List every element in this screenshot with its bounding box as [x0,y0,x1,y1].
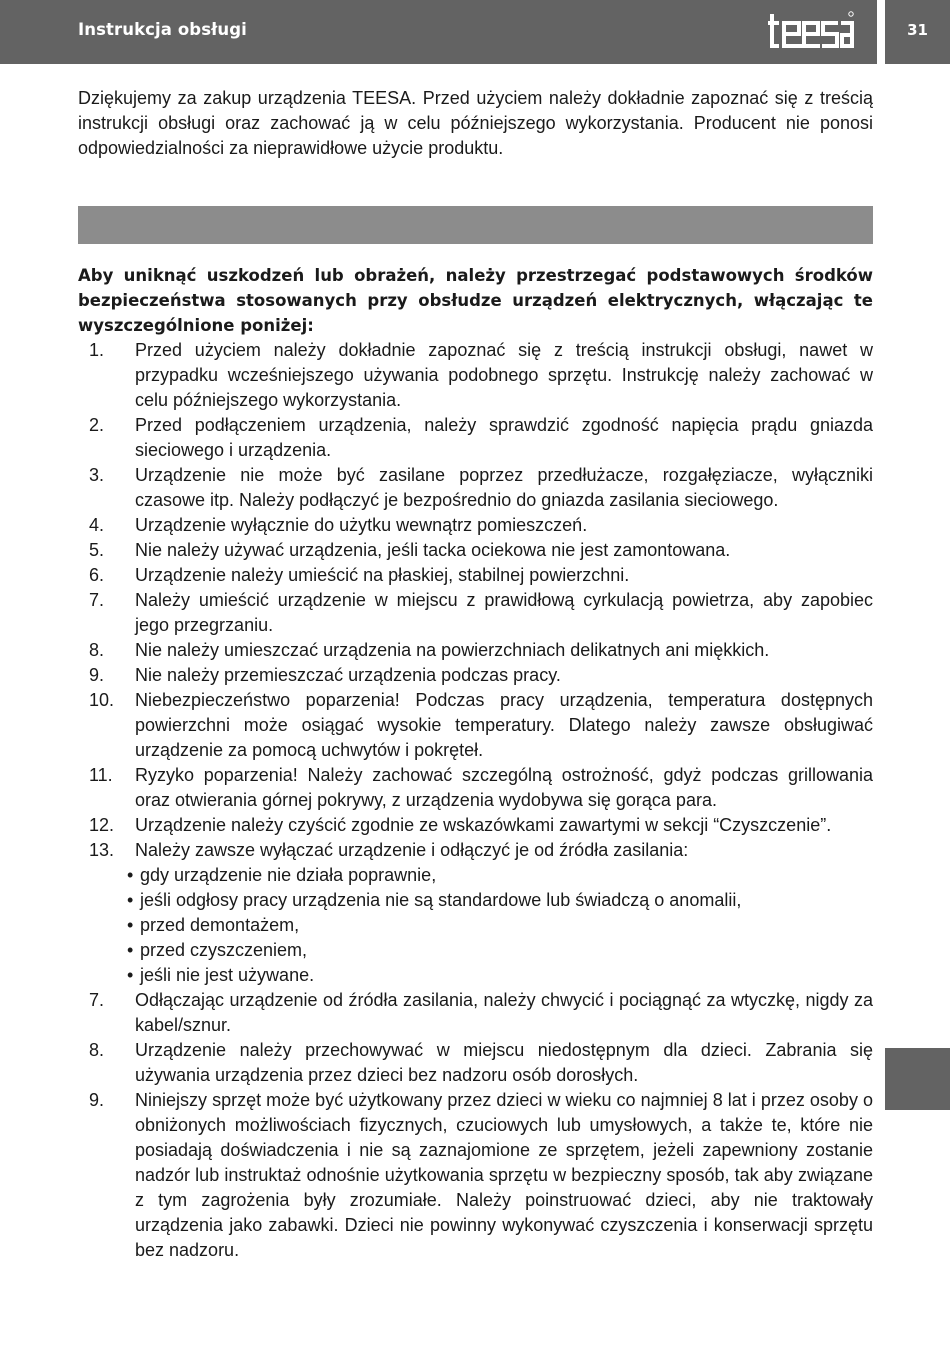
list-item-text: Urządzenie należy czyścić zgodnie ze wskazówkami zawartymi w sekcji “Czyszczenie”. [135,815,832,835]
list-item-body [135,563,873,588]
list-item-body [135,463,873,513]
list-item-body [135,988,873,1038]
list-item-body [135,538,873,563]
list-item-text: Urządzenie należy umieścić na płaskiej, stabilnej powierzchni. [135,565,630,585]
list-item-number-cell [78,988,135,1038]
bullet-item [127,863,873,888]
list-item-text: Należy zawsze wyłączać urządzenie i odłączyć je od źródła zasilania: [135,840,689,860]
list-item-number: 7. [89,590,105,610]
list-item-body [135,663,873,688]
list-item-text: Przed użyciem należy dokładnie zapoznać się z treścią instrukcji obsługi, nawet w przypadku wcześniejszego używania podobnego sprzętu. Instrukcję należy zachować w celu późniejszego wykorzystania. [135,340,873,410]
bullet-icon: • [127,890,134,910]
list-item-body [135,688,873,763]
list-item [78,838,873,988]
list-item-number-cell [78,763,135,813]
list-item-number: 11. [89,765,113,785]
bullet-text: gdy urządzenie nie działa poprawnie, [140,865,437,885]
bullet-item [127,938,873,963]
list-item-body [135,513,873,538]
list-item-body [135,813,873,838]
list-item-number-cell [78,688,135,763]
list-item-number: 3. [89,465,105,485]
list-item-number-cell [78,1088,135,1263]
bullet-icon: • [127,915,134,935]
list-item [78,413,873,463]
list-item [78,338,873,413]
list-item-number: 1. [89,340,105,360]
list-item-number-cell [78,663,135,688]
list-item-number-cell [78,813,135,838]
list-item-body [135,1038,873,1088]
list-item [78,763,873,813]
list-item [78,663,873,688]
list-item-number-cell [78,413,135,463]
list-item [78,1088,873,1263]
safety-instructions-list [78,338,873,1263]
list-item-body [127,838,873,988]
list-item [78,813,873,838]
list-item-number: 10. [89,690,115,710]
list-item-number: 9. [89,665,105,685]
list-item [78,513,873,538]
list-item-body [135,1088,873,1263]
section-heading-bar [78,206,873,244]
bullet-icon: • [127,940,134,960]
bullet-text: jeśli odgłosy pracy urządzenia nie są standardowe lub świadczą o anomalii, [140,890,742,910]
list-item-text: Nie należy przemieszczać urządzenia podczas pracy. [135,665,561,685]
list-item-number: 4. [89,515,105,535]
bullet-item [127,913,873,938]
bullet-item [127,888,873,913]
list-item-text: Ryzyko poparzenia! Należy zachować szczególną ostrożność, gdyż podczas grillowania oraz otwierania górnej pokrywy, z urządzenia wydobywa się gorąca para. [135,765,873,810]
list-item-body [135,763,873,813]
list-item [78,538,873,563]
list-item-number-cell [78,638,135,663]
bullet-text: przed demontażem, [140,915,300,935]
list-item-number-cell [78,463,135,513]
list-item [78,588,873,638]
safety-warning: Aby uniknąć uszkodzeń lub obrażeń, należy przestrzegać podstawowych środków bezpieczeństwa stosowanych przy obsłudze urządzeń elektrycznych, włączając te wyszczególnione poniżej: [78,266,873,335]
list-item-number: 7. [89,990,105,1010]
list-item [78,638,873,663]
list-item-number-cell [78,563,135,588]
list-item-text: Niniejszy sprzęt może być użytkowany przez dzieci w wieku co najmniej 8 lat i przez osoby o obniżonych możliwościach fizycznych, czuciowych lub umysłowych, a także te, które nie posiadają doświadczenia i nie są zaznajomione ze sprzętem, jeżeli zapewniony zostanie nadzór lub instruktaż odnośnie użytkowania sprzętu w bezpieczny sposób, tak aby związane z tym zagrożenia były zrozumiałe. Należy poinstruować dzieci, aby nie traktowały urządzenia jako zabawki. Dzieci nie powinny wykonywać czyszczenia i konserwacji sprzętu bez nadzoru. [135,1090,873,1260]
list-item-number-cell [78,588,135,638]
page-number: 31 [907,21,928,39]
list-item [78,563,873,588]
bullet-icon: • [127,965,134,985]
list-item-text: Urządzenie należy przechowywać w miejscu niedostępnym dla dzieci. Zabrania się używania urządzenia przez dzieci bez nadzoru osób dorosłych. [135,1040,873,1085]
list-item-body [135,413,873,463]
list-item-text: Należy umieścić urządzenie w miejscu z prawidłową cyrkulacją powietrza, aby zapobiec jego przegrzaniu. [135,590,873,635]
bullet-icon: • [127,865,134,885]
list-item-text: Odłączając urządzenie od źródła zasilania, należy chwycić i pociągnąć za wtyczkę, nigdy za kabel/sznur. [135,990,873,1035]
list-item-body [135,638,873,663]
list-item-number: 5. [89,540,105,560]
list-item-number-cell [78,538,135,563]
header-title: Instrukcja obsługi [78,20,247,39]
list-item-text: Przed podłączeniem urządzenia, należy sprawdzić zgodność napięcia prądu gniazda sieciowego i urządzenia. [135,415,873,460]
side-tab-marker [885,1048,950,1110]
list-item [78,688,873,763]
list-item-number-cell [78,1038,135,1088]
list-item-number: 8. [89,640,105,660]
list-item-number: 13. [89,840,115,860]
list-item-text: Urządzenie wyłącznie do użytku wewnątrz pomieszczeń. [135,515,588,535]
list-item-text: Nie należy umieszczać urządzenia na powierzchniach delikatnych ani miękkich. [135,640,770,660]
list-item-body [135,588,873,638]
bullet-text: przed czyszczeniem, [140,940,308,960]
list-item-number: 8. [89,1040,105,1060]
bullet-list [127,863,873,988]
list-item [78,988,873,1038]
intro-paragraph: Dziękujemy za zakup urządzenia TEESA. Przed użyciem należy dokładnie zapoznać się z treścią instrukcji obsługi oraz zachować ją w celu późniejszego wykorzystania. Producent nie ponosi odpowiedzialności za nieprawidłowe użycie produktu. [78,88,873,158]
page-header [0,0,877,64]
list-item-number: 2. [89,415,105,435]
teesa-logo [768,8,854,54]
list-item-number: 12. [89,815,115,835]
list-item-number: 9. [89,1090,105,1110]
list-item-number-cell [78,513,135,538]
list-item-number: 6. [89,565,105,585]
bullet-text: jeśli nie jest używane. [140,965,315,985]
bullet-item [127,963,873,988]
list-item-number-cell [78,338,135,413]
list-item [78,1038,873,1088]
list-item-text: Niebezpieczeństwo poparzenia! Podczas pracy urządzenia, temperatura dostępnych powierzchni może osiągać wysokie temperatury. Dlatego należy zawsze obsługiwać urządzenie za pomocą uchwytów i pokręteł. [135,690,873,760]
list-item-text: Nie należy używać urządzenia, jeśli tacka ociekowa nie jest zamontowana. [135,540,731,560]
list-item [78,463,873,513]
list-item-text: Urządzenie nie może być zasilane poprzez przedłużacze, rozgałęziacze, wyłączniki czasowe itp. Należy podłączyć je bezpośrednio do gniazda zasilania sieciowego. [135,465,873,510]
list-item-body [135,338,873,413]
page-number-box [885,0,950,64]
